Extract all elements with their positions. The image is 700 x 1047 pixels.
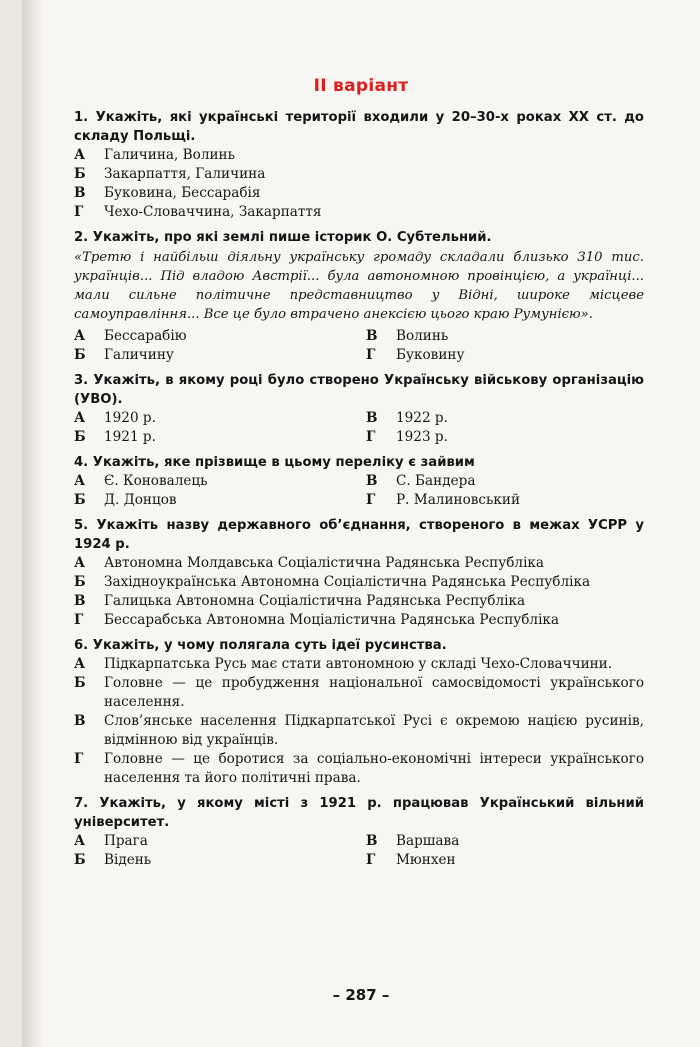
option-text: Буковину [396,347,465,363]
option-text: Мюнхен [396,852,456,868]
option-4b [74,491,366,510]
option-4c [366,472,644,491]
option-text: Головне — це пробудження національної самосвідомості українського населення. [104,675,644,710]
option-text: Автономна Молдавська Соціалістична Радянська Республіка [104,555,545,571]
option-6b [74,674,644,712]
page-title: ІІ варіант [313,76,409,96]
option-text: Є. Коновалець [104,473,208,489]
option-letter: Б [74,166,86,182]
option-1a [74,146,644,165]
option-text: Волинь [396,328,449,344]
option-letter: В [74,593,86,609]
option-letter: Б [74,574,86,590]
option-letter: Г [366,429,376,445]
question-2-quote: «Третю і найбільш діяльну українську громаду складали близько 310 тис. українців... Під владою Австрії... була автономною провінцією, а українці... мали сильне політичне представництво у Відні, широке місцеве самоуправління... Все це було втрачено анексією цього краю Румунією». [74,250,644,322]
option-letter: А [74,656,86,672]
option-text: Відень [104,852,152,868]
option-letter: А [74,410,86,426]
test-content [74,108,644,870]
option-text: Варшава [396,833,460,849]
option-2d [366,346,644,365]
option-letter: В [366,410,378,426]
question-7: 7. Укажіть, у якому місті з 1921 р. працював Український вільний університет. [74,796,644,830]
textbook-page [22,0,700,1047]
option-text: Бессарабська Автономна Моціалістична Радянська Республіка [104,612,560,628]
option-text: Чехо-Словаччина, Закарпаття [104,204,322,220]
option-1c [74,184,644,203]
question-1-options [74,146,644,222]
option-letter: Б [74,492,86,508]
question-5: 5. Укажіть назву державного об’єднання, створеного в межах УСРР у 1924 р. [74,518,644,552]
option-7c [366,832,644,851]
option-6d [74,750,644,788]
option-text: Підкарпатська Русь має стати автономною у складі Чехо-Словаччини. [104,656,613,672]
question-2: 2. Укажіть, про які землі пише історик О. Субтельний. [74,230,492,245]
option-letter: В [366,833,378,849]
question-4-options [74,472,644,510]
option-3b [74,428,366,447]
question-5-options [74,554,644,630]
option-text: 1921 р. [104,429,156,445]
option-letter: А [74,833,86,849]
option-1d [74,203,644,222]
question-4: 4. Укажіть, яке прізвище в цьому переліку є зайвим [74,455,475,470]
option-letter: Г [74,612,84,628]
option-letter: В [74,713,86,729]
option-text: Бессарабію [104,328,187,344]
option-letter: Г [366,492,376,508]
option-text: Закарпаття, Галичина [104,166,266,182]
option-text: Головне — це боротися за соціально-економічні інтереси українського населення та його політичні права. [104,751,644,786]
option-7b [74,851,366,870]
option-5b [74,573,644,592]
option-text: Галичину [104,347,174,363]
option-letter: В [366,473,378,489]
option-1b [74,165,644,184]
option-2a [74,327,366,346]
option-text: Буковина, Бессарабія [104,185,261,201]
option-letter: А [74,555,86,571]
option-7d [366,851,644,870]
question-1: 1. Укажіть, які українські території входили у 20–30-х роках ХХ ст. до складу Польщі. [74,110,644,144]
option-letter: А [74,328,86,344]
option-text: Прага [104,833,148,849]
option-letter: Б [74,347,86,363]
option-text: 1922 р. [396,410,448,426]
question-6: 6. Укажіть, у чому полягала суть ідеї русинства. [74,638,447,653]
option-2b [74,346,366,365]
option-letter: Б [74,429,86,445]
option-letter: А [74,147,86,163]
option-3d [366,428,644,447]
option-letter: Б [74,852,86,868]
page-number: – 287 – [332,986,390,1004]
option-letter: А [74,473,86,489]
question-7-options [74,832,644,870]
option-3c [366,409,644,428]
option-4a [74,472,366,491]
option-5c [74,592,644,611]
option-4d [366,491,644,510]
option-letter: Г [74,751,84,767]
option-text: Д. Донцов [104,492,177,508]
option-letter: Б [74,675,86,691]
option-text: 1923 р. [396,429,448,445]
option-5a [74,554,644,573]
option-2c [366,327,644,346]
question-3-options [74,409,644,447]
option-text: Р. Малиновський [396,492,521,508]
option-letter: В [366,328,378,344]
option-6c [74,712,644,750]
option-text: Галицька Автономна Соціалістична Радянська Республіка [104,593,526,609]
option-text: Галичина, Волинь [104,147,235,163]
option-letter: Г [366,852,376,868]
option-text: Західноукраїнська Автономна Соціалістична Радянська Республіка [104,574,591,590]
option-7a [74,832,366,851]
option-text: 1920 р. [104,410,156,426]
option-text: Слов’янське населення Підкарпатської Русі є окремою нацією русинів, відмінною від українців. [104,713,644,748]
option-letter: Г [74,204,84,220]
option-3a [74,409,366,428]
question-6-options [74,655,644,788]
option-letter: В [74,185,86,201]
question-2-options [74,327,644,365]
question-3: 3. Укажіть, в якому році було створено Українську військову організацію (УВО). [74,373,644,407]
option-letter: Г [366,347,376,363]
option-5d [74,611,644,630]
option-text: С. Бандера [396,473,476,489]
option-6a [74,655,644,674]
